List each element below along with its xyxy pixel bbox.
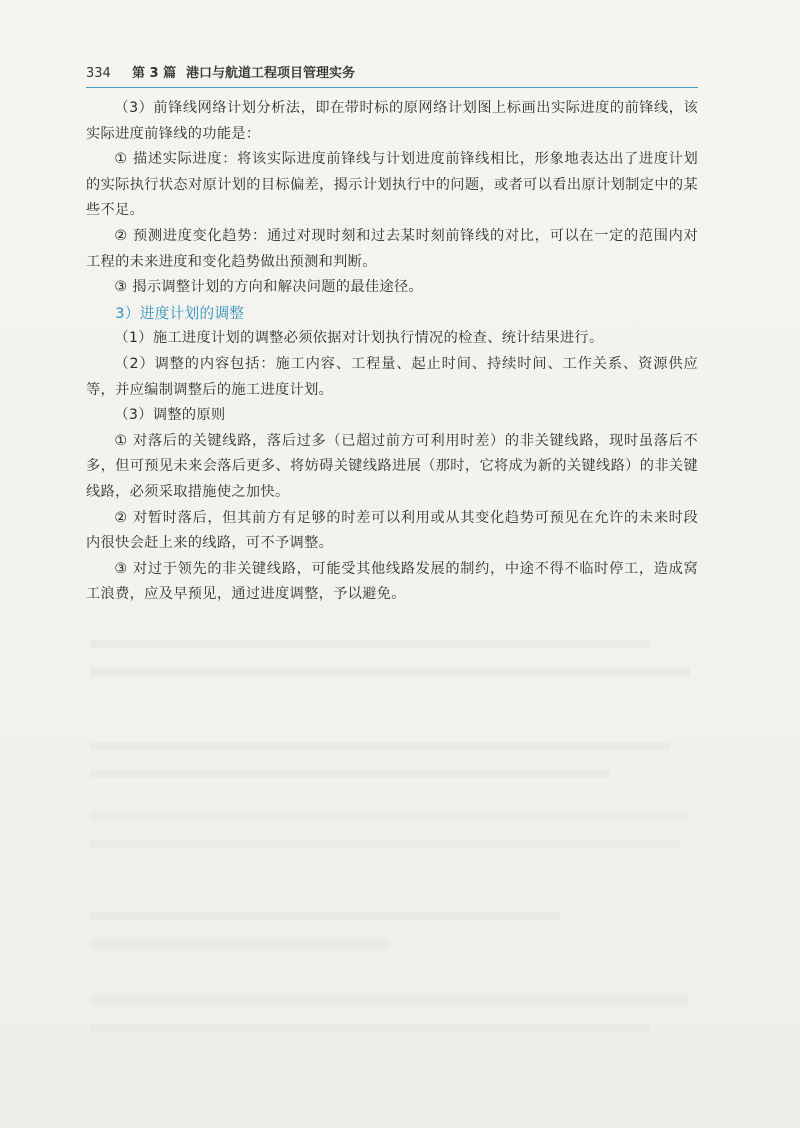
paragraph: ② 预测进度变化趋势：通过对现时刻和过去某时刻前锋线的对比，可以在一定的范围内对工程的未来进度和变化趋势做出预测和判断。 bbox=[86, 227, 698, 270]
show-through-line bbox=[90, 812, 690, 820]
paragraph: ① 对落后的关键线路，落后过多（已超过前方可利用时差）的非关键线路，现时虽落后不多，但可预见未来会落后更多、将妨碍关键线路进展（那时，它将成为新的关键线路）的非关键线路，必须采取措施使之加快。 bbox=[86, 432, 698, 500]
show-through-line bbox=[90, 996, 690, 1004]
paragraph: ① 描述实际进度：将该实际进度前锋线与计划进度前锋线相比，形象地表达出了进度计划的实际执行状态对原计划的目标偏差，揭示计划执行中的问题，或者可以看出原计划制定中的某些不足。 bbox=[86, 151, 698, 219]
book-title: 港口与航道工程项目管理实务 bbox=[186, 66, 356, 81]
show-through-line bbox=[90, 1024, 650, 1032]
part-label: 第 3 篇 bbox=[132, 66, 177, 81]
show-through-line bbox=[90, 742, 670, 750]
paragraph: （3）前锋线网络计划分析法，即在带时标的原网络计划图上标画出实际进度的前锋线，该实际进度前锋线的功能是： bbox=[86, 100, 698, 142]
show-through-line bbox=[90, 940, 390, 948]
body-text bbox=[86, 96, 698, 608]
paragraph: （2）调整的内容包括：施工内容、工程量、起止时间、持续时间、工作关系、资源供应等，并应编制调整后的施工进度计划。 bbox=[86, 355, 698, 398]
running-header bbox=[86, 66, 698, 88]
page-number: 334 bbox=[86, 66, 111, 81]
paragraph: （1）施工进度计划的调整必须依据对计划执行情况的检查、统计结果进行。 bbox=[114, 330, 604, 347]
paragraph: ② 对暂时落后，但其前方有足够的时差可以利用或从其变化趋势可预见在允许的未来时段内很快会赶上来的线路，可不予调整。 bbox=[86, 509, 698, 552]
show-through-line bbox=[90, 640, 650, 648]
paragraph: ③ 揭示调整计划的方向和解决问题的最佳途径。 bbox=[114, 279, 424, 296]
show-through-line bbox=[90, 668, 690, 676]
section-heading: 3）进度计划的调整 bbox=[115, 304, 245, 322]
show-through-line bbox=[90, 912, 560, 920]
show-through-line bbox=[90, 770, 610, 778]
header-divider bbox=[86, 87, 698, 88]
show-through-line bbox=[90, 840, 680, 848]
paragraph: （3）调整的原则 bbox=[114, 407, 226, 424]
paragraph: ③ 对过于领先的非关键线路，可能受其他线路发展的制约，中途不得不临时停工，造成窝工浪费，应及早预见，通过进度调整，予以避免。 bbox=[86, 560, 698, 603]
